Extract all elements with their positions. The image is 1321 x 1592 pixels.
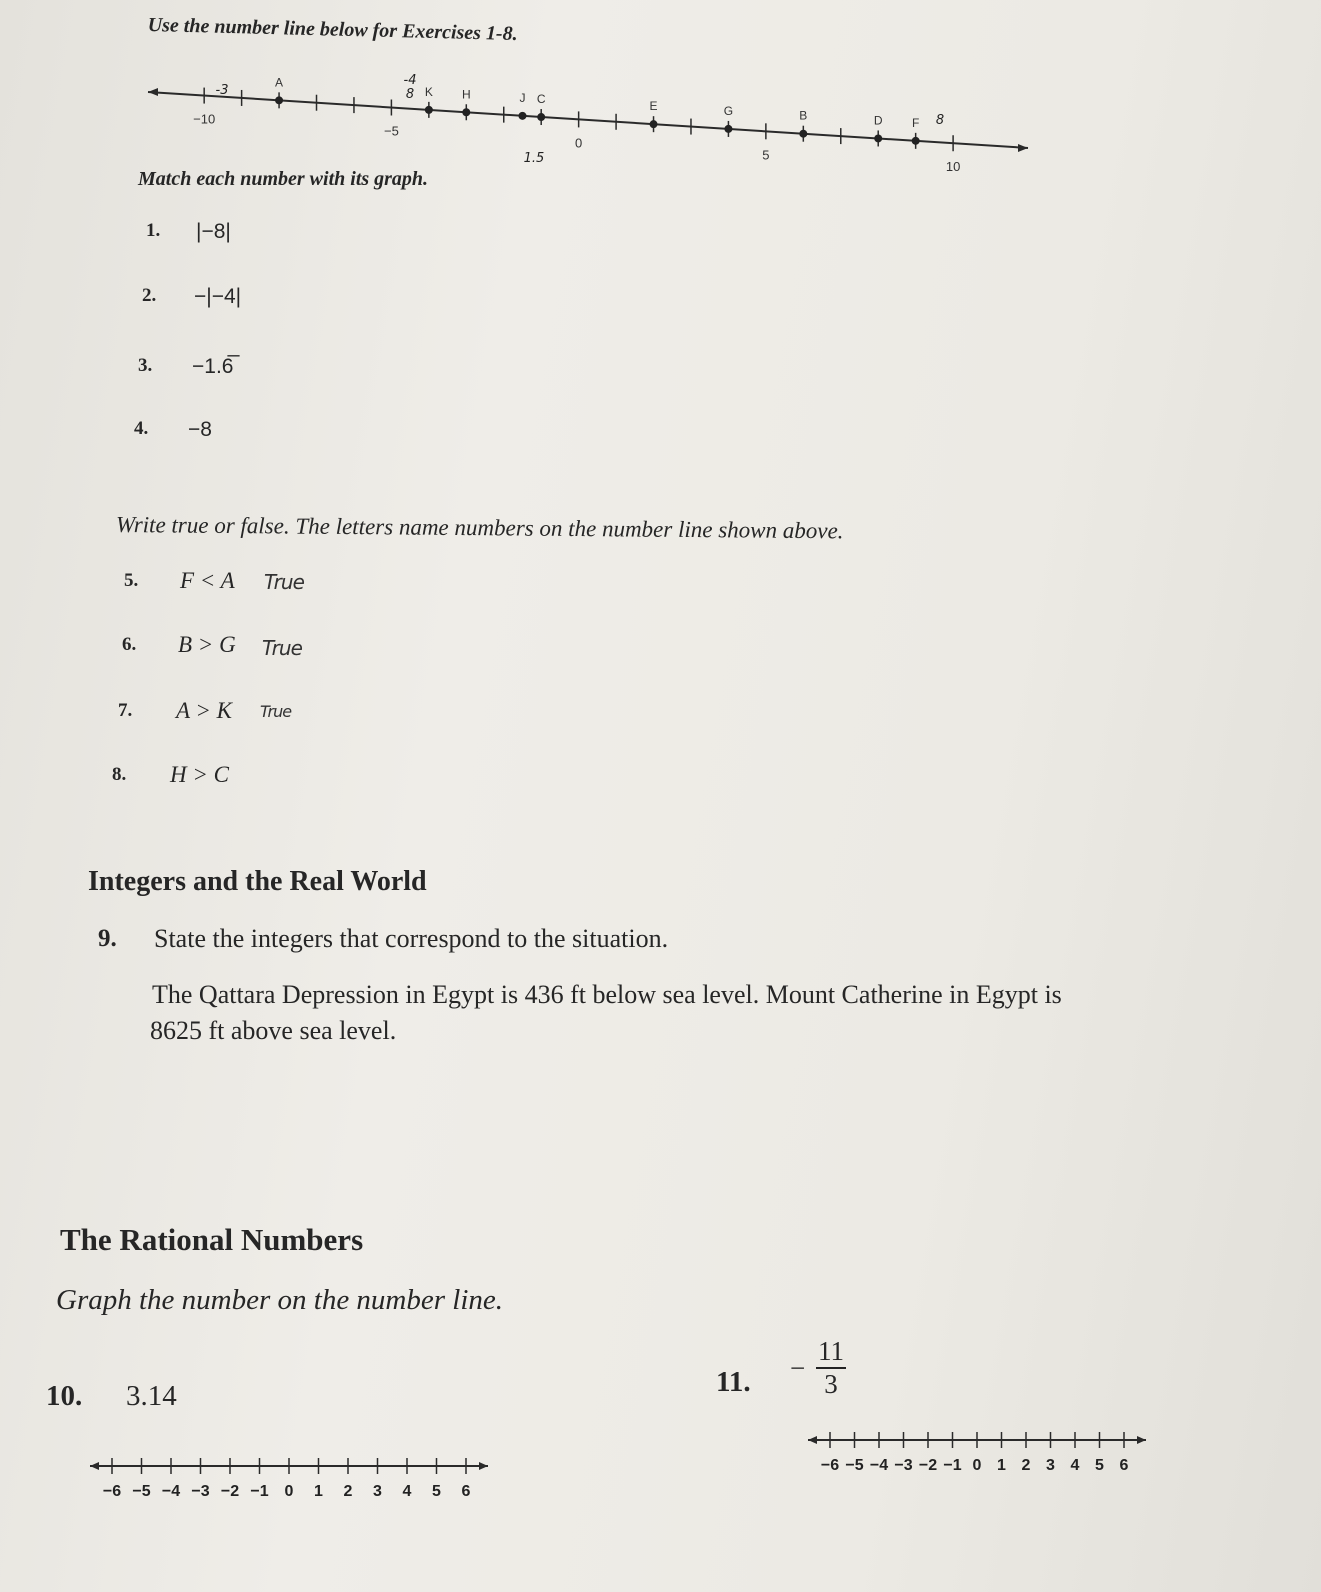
- fraction-numerator: 11: [816, 1336, 846, 1369]
- point-K: [425, 106, 433, 114]
- ex9-text-line1: The Qattara Depression in Egypt is 436 ft below sea level. Mount Catherine in Egypt is: [152, 980, 1062, 1009]
- arrow-right-icon: [1018, 144, 1028, 152]
- number-line-graph: [148, 73, 1028, 174]
- tick-label: 3: [1046, 1457, 1055, 1474]
- ex7-answer: True: [260, 702, 292, 721]
- arrow-left-icon: [808, 1436, 817, 1444]
- ex6-answer: True: [262, 636, 302, 660]
- arrow-right-icon: [1137, 1436, 1146, 1444]
- ex9-question: State the integers that correspond to the situation.: [154, 924, 669, 953]
- tick-label: 4: [402, 1483, 412, 1500]
- point-label: D: [873, 113, 883, 128]
- tick-label: 1: [997, 1457, 1006, 1474]
- ex8-number: 8.: [112, 764, 127, 785]
- ex5-answer: True: [264, 570, 304, 594]
- fraction-denominator: 3: [824, 1369, 838, 1399]
- arrow-left-icon: [148, 88, 158, 96]
- arrow-right-icon: [479, 1462, 488, 1470]
- tick-label: 0: [575, 135, 583, 151]
- ex7-expression: A > K: [176, 698, 232, 723]
- ex4-number: 4.: [134, 418, 149, 439]
- tick-label: 1: [314, 1483, 323, 1500]
- tick-label: 2: [1021, 1457, 1031, 1474]
- point-B: [799, 130, 807, 138]
- ex7-number: 7.: [118, 700, 133, 721]
- ex10-number-line[interactable]: [80, 1450, 500, 1520]
- point-label: H: [461, 87, 471, 102]
- point-A: [275, 96, 283, 104]
- rational-instruction: Graph the number on the number line.: [56, 1284, 504, 1316]
- point-label: A: [275, 75, 284, 90]
- tick-label: −1: [250, 1483, 269, 1500]
- ex9-number: 9.: [98, 925, 117, 952]
- integers-heading: Integers and the Real World: [88, 866, 427, 897]
- ex11-number-line[interactable]: [798, 1424, 1158, 1490]
- tick-label: 4: [1070, 1457, 1080, 1474]
- tick-label: −3: [191, 1483, 210, 1500]
- tick-label: −4: [161, 1483, 181, 1500]
- point-label: B: [799, 108, 808, 123]
- fraction: [816, 1336, 846, 1400]
- handwritten-mark: -4: [403, 73, 417, 88]
- point-G: [724, 125, 732, 133]
- ex5-number: 5.: [124, 570, 139, 591]
- point-label: K: [424, 84, 433, 99]
- point-D: [874, 134, 882, 142]
- ex1-expression: |−8|: [196, 220, 231, 243]
- tick-label: −1: [943, 1457, 962, 1474]
- tick-label: 6: [1119, 1457, 1129, 1474]
- ex2-expression: −|−4|: [194, 285, 242, 308]
- fraction-sign: −: [790, 1352, 806, 1383]
- handwritten-mark: 1.5: [523, 151, 545, 166]
- tick-label: 6: [461, 1483, 471, 1500]
- point-label: C: [536, 92, 546, 107]
- handwritten-mark: 8: [935, 113, 945, 128]
- match-instruction: Match each number with its graph.: [138, 168, 429, 190]
- tick-label: 2: [343, 1483, 353, 1500]
- ex9-text-line2: 8625 ft above sea level.: [150, 1016, 397, 1045]
- ex2-number: 2.: [142, 285, 157, 306]
- ex8-expression: H > C: [170, 762, 229, 787]
- handwritten-mark: -3: [215, 83, 229, 98]
- true-false-instruction: Write true or false. The letters name numbers on the number line shown above.: [115, 512, 844, 544]
- ex5-expression: F < A: [180, 568, 235, 593]
- tick-label: −6: [820, 1457, 840, 1474]
- ex6-number: 6.: [122, 634, 137, 655]
- tick-label: −2: [220, 1483, 240, 1500]
- rational-heading: The Rational Numbers: [60, 1222, 364, 1257]
- instructions: Use the number line below for Exercises 1-8.: [147, 14, 518, 46]
- tick-label: 10: [945, 159, 961, 175]
- number-line-graph: [90, 1458, 488, 1500]
- tick-label: −5: [132, 1483, 151, 1500]
- ex6-expression: B > G: [178, 632, 236, 657]
- tick-label: −10: [193, 111, 216, 127]
- number-line-graph: [808, 1432, 1146, 1474]
- point-C: [537, 113, 545, 121]
- ex11-fraction: [790, 1336, 846, 1400]
- ex4-expression: −8: [188, 418, 212, 441]
- tick-label: 0: [972, 1457, 982, 1474]
- point-J: [518, 112, 526, 120]
- tick-label: −5: [383, 123, 399, 139]
- tick-label: 5: [1095, 1457, 1104, 1474]
- ex3-expression: −1.6̅: [192, 355, 234, 378]
- tick-label: −4: [869, 1457, 889, 1474]
- tick-label: 3: [373, 1483, 382, 1500]
- point-label: E: [649, 99, 658, 114]
- point-label: F: [911, 115, 920, 130]
- tick-label: 5: [762, 147, 770, 163]
- arrow-left-icon: [90, 1462, 99, 1470]
- tick-label: 0: [284, 1483, 294, 1500]
- tick-label: −2: [918, 1457, 938, 1474]
- point-F: [912, 137, 920, 145]
- point-H: [462, 108, 470, 116]
- tick-label: −3: [894, 1457, 913, 1474]
- tick-label: −6: [102, 1483, 122, 1500]
- point-E: [650, 120, 658, 128]
- ex11-number: 11.: [716, 1366, 751, 1398]
- point-label: G: [723, 103, 734, 118]
- handwritten-mark: 8: [405, 87, 415, 102]
- ex3-number: 3.: [138, 355, 153, 376]
- tick-label: −5: [845, 1457, 864, 1474]
- point-label: J: [519, 90, 526, 105]
- ex1-number: 1.: [146, 220, 161, 241]
- ex10-value: 3.14: [126, 1380, 177, 1412]
- ex10-number: 10.: [46, 1380, 83, 1412]
- tick-label: 5: [432, 1483, 441, 1500]
